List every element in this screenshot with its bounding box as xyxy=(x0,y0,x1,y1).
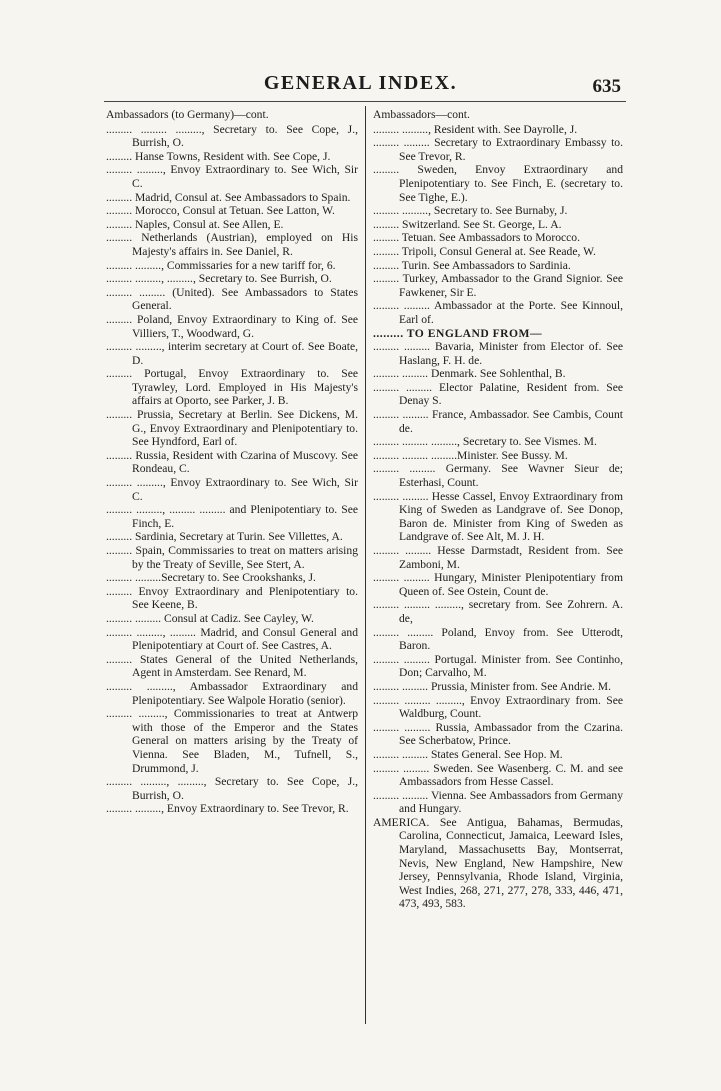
index-entry: ......... Portugal, Envoy Extraordinary to. See Tyrawley, Lord. Employed in His Majesty's affairs at Oporto, see Parker, J. B. xyxy=(106,367,358,408)
page-title: GENERAL INDEX. xyxy=(263,72,458,94)
index-entry: ......... ......... Hesse Cassel, Envoy Extraordinary from King of Sweden as Landgrave of. See Donop, Baron de. Minister from King of Sweden as Landgrave of. See Alt, M. J. H. xyxy=(373,489,623,544)
page-header xyxy=(0,72,721,102)
index-entry: ......... ......... .........Minister. See Bussy. M. xyxy=(373,448,568,462)
index-entry: ......... ......... Russia, Ambassador from the Czarina. See Scherbatow, Prince. xyxy=(373,720,623,748)
index-entry: ......... Poland, Envoy Extraordinary to King of. See Villiers, T., Woodward, G. xyxy=(106,312,358,340)
index-entry: ......... States General of the United Netherlands, Agent in Amsterdam. See Renard, M. xyxy=(106,652,358,680)
column-heading: Ambassadors (to Germany)—cont. xyxy=(106,108,269,121)
index-entry: ......... Turin. See Ambassadors to Sardinia. xyxy=(373,258,571,272)
column-divider xyxy=(365,106,366,1024)
index-entry: ......... Netherlands (Austrian), employed on His Majesty's affairs in. See Daniel, R. xyxy=(106,231,358,258)
index-entry: ......... ......... Elector Palatine, Resident from. See Denay S. xyxy=(373,380,623,408)
index-entry: ......... ......... ........., Envoy Extraordinary from. See Waldburg, Count. xyxy=(373,693,623,721)
index-entry: AMERICA. See Antigua, Bahamas, Bermudas, Carolina, Connecticut, Jamaica, Leeward Isles, Maryland, Massachusetts Bay, Montserrat, Nevis, New England, New Hampshire, New Jersey, Pennsylvania, Rhode Island, Virginia, West Indies, 268, 271, 277, 278, 333, 446, 471, 473, 493, 583. xyxy=(373,815,623,911)
index-entry: ......... ........., Ambassador Extraordinary and Plenipotentiary. See Walpole Horatio (senior). xyxy=(106,679,358,707)
right-column xyxy=(373,108,623,911)
index-entry: ......... Tetuan. See Ambassadors to Morocco. xyxy=(373,231,580,245)
index-entry: ......... Envoy Extraordinary and Plenipotentiary to. See Keene, B. xyxy=(106,584,358,612)
column-heading: Ambassadors—cont. xyxy=(373,108,470,121)
index-entry: ......... Prussia, Secretary at Berlin. See Dickens, M. G., Envoy Extraordinary and Plenipotentiary to. See Hyndford, Earl of. xyxy=(106,408,358,449)
index-entry: ......... Naples, Consul at. See Allen, E. xyxy=(106,217,284,231)
index-entry: ......... ........., Resident with. See Dayrolle, J. xyxy=(373,122,578,136)
index-entry: ......... Sardinia, Secretary at Turin. See Villettes, A. xyxy=(106,530,343,544)
index-entry: ......... .........Secretary to. See Crookshanks, J. xyxy=(106,571,316,585)
index-entry: ......... Russia, Resident with Czarina of Muscovy. See Rondeau, C. xyxy=(106,448,358,476)
left-column xyxy=(106,108,358,816)
index-entry: ......... TO ENGLAND FROM— xyxy=(373,326,543,340)
index-entry: ......... ......... Consul at Cadiz. See Cayley, W. xyxy=(106,611,314,625)
index-entry: ......... ......... Prussia, Minister from. See Andrie. M. xyxy=(373,679,611,693)
index-entry: ......... Morocco, Consul at Tetuan. See Latton, W. xyxy=(106,204,335,218)
index-entry: ......... ......... States General. See Hop. M. xyxy=(373,747,563,761)
index-entry: ......... Sweden, Envoy Extraordinary and Plenipotentiary to. See Finch, E. (secretary to. See Tighe, E.). xyxy=(373,163,623,204)
index-entry: ......... ......... Bavaria, Minister from Elector of. See Haslang, F. H. de. xyxy=(373,340,623,367)
index-entry: ......... ......... France, Ambassador. See Cambis, Count de. xyxy=(373,408,623,435)
index-entry: ......... ........., Secretary to. See Burnaby, J. xyxy=(373,204,568,218)
index-entry: ......... ......... Hungary, Minister Plenipotentiary from Queen of. See Ostein, Count de. xyxy=(373,571,623,598)
index-entry: ......... Turkey, Ambassador to the Grand Signior. See Fawkener, Sir E. xyxy=(373,272,623,299)
index-entry: ......... Switzerland. See St. George, L. A. xyxy=(373,217,562,231)
index-entry: ......... ........., Commissaries for a new tariff for, 6. xyxy=(106,258,336,272)
index-entry: ......... ........., ......... Madrid, and Consul General and Plenipotentiary at Court of. See Castres, A. xyxy=(106,625,358,653)
index-entry: ......... ......... Vienna. See Ambassadors from Germany and Hungary. xyxy=(373,788,623,816)
index-entry: ......... ......... Sweden. See Wasenberg. C. M. and see Ambassadors from Hesse Cassel. xyxy=(373,761,623,789)
index-entry: ......... ........., Commissionaries to treat at Antwerp with those of the Emperor and the States General on matters arising by the Treaty of Vienna. See Bladen, M., Tufnell, S., Drummond, J. xyxy=(106,707,358,775)
index-entry: ......... ......... ........., Secretary to. See Vismes. M. xyxy=(373,435,597,449)
page-number: 635 xyxy=(592,76,621,97)
index-entry: ......... ........., ........., Secretary to. See Burrish, O. xyxy=(106,272,332,286)
index-entry: ......... ......... Secretary to Extraordinary Embassy to. See Trevor, R. xyxy=(373,136,623,163)
index-entry: ......... ......... Denmark. See Sohlenthal, B. xyxy=(373,367,566,381)
index-entry: ......... Madrid, Consul at. See Ambassadors to Spain. xyxy=(106,190,351,204)
index-entry: ......... ........., Envoy Extraordinary to. See Wich, Sir C. xyxy=(106,476,358,503)
index-entry: ......... ........., interim secretary at Court of. See Boate, D. xyxy=(106,340,358,367)
index-entry: ......... ......... Ambassador at the Porte. See Kinnoul, Earl of. xyxy=(373,299,623,326)
index-entry: ......... ........., Envoy Extraordinary to. See Trevor, R. xyxy=(106,802,349,816)
header-rule xyxy=(104,101,626,102)
index-entry: ......... ......... Poland, Envoy from. See Utterodt, Baron. xyxy=(373,625,623,653)
index-entry: ......... ......... Hesse Darmstadt, Resident from. See Zamboni, M. xyxy=(373,544,623,571)
index-entry: ......... ......... (United). See Ambassadors to States General. xyxy=(106,285,358,313)
index-entry: ......... ........., ........., Secretary to. See Cope, J., Burrish, O. xyxy=(106,775,358,802)
index-entry: ......... Tripoli, Consul General at. See Reade, W. xyxy=(373,244,596,258)
index-entry: ......... ......... ........., Secretary to. See Cope, J., Burrish, O. xyxy=(106,122,358,150)
index-entry: ......... ........., ......... ......... and Plenipotentiary to. See Finch, E. xyxy=(106,503,358,530)
index-entry: ......... ......... Portugal. Minister from. See Continho, Don; Carvalho, M. xyxy=(373,652,623,680)
index-entry: ......... ......... ........., secretary from. See Zohrern. A. de, xyxy=(373,598,623,625)
index-entry: ......... Hanse Towns, Resident with. See Cope, J. xyxy=(106,149,331,163)
index-entry: ......... ........., Envoy Extraordinary to. See Wich, Sir C. xyxy=(106,163,358,190)
index-entry: ......... ......... Germany. See Wavner Sieur de; Esterhasi, Count. xyxy=(373,462,623,490)
index-entry: ......... Spain, Commissaries to treat on matters arising by the Treaty of Seville, See Stert, A. xyxy=(106,544,358,571)
